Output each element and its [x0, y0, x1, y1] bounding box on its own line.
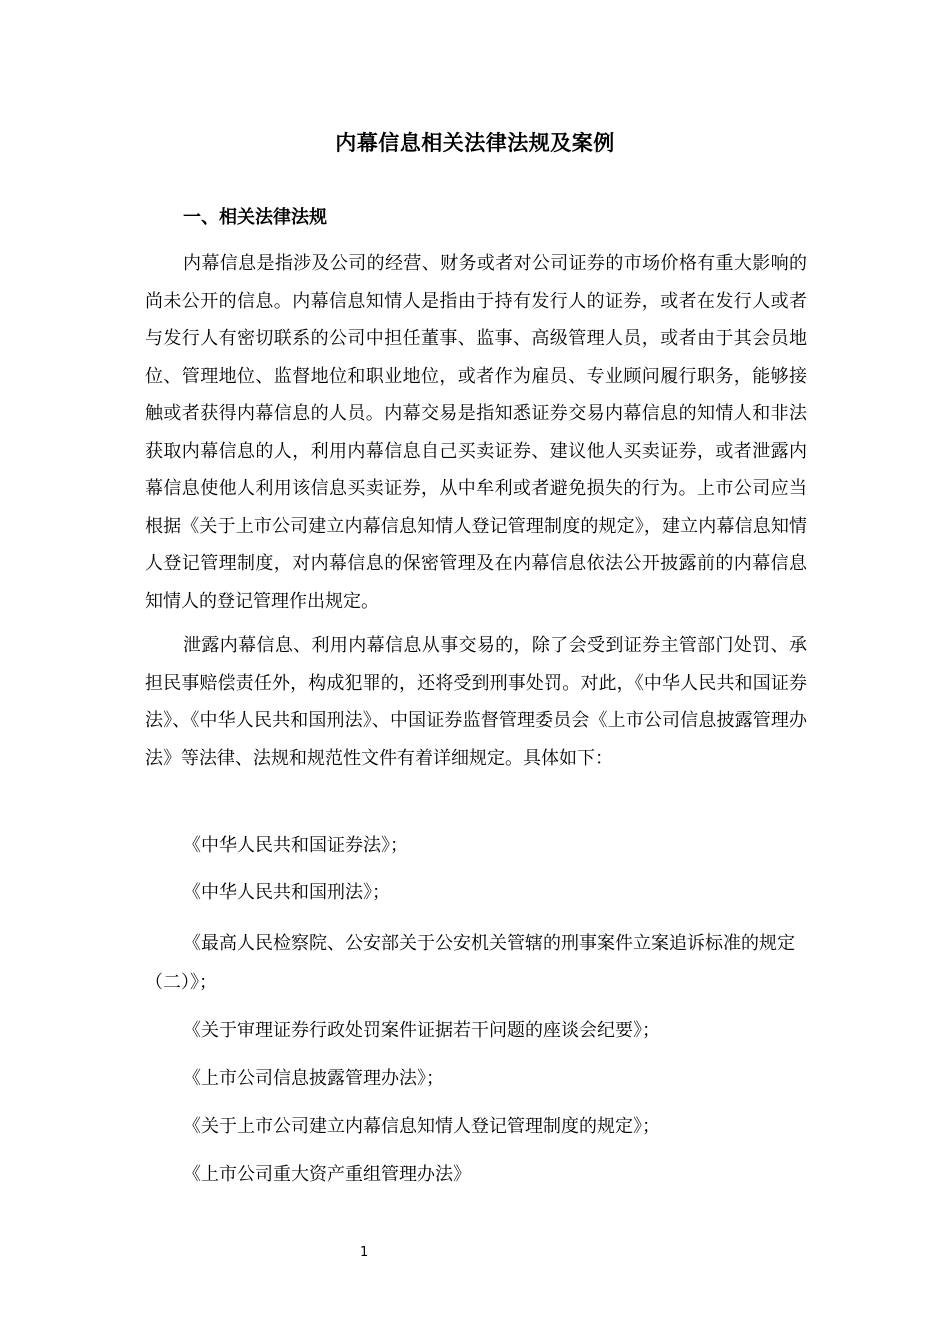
body-paragraph: 内幕信息是指涉及公司的经营、财务或者对公司证券的市场价格有重大影响的尚未公开的信息。内幕信息知情人是指由于持有发行人的证券，或者在发行人或者与发行人有密切联系的公司中担任董事、监事、高级管理人员，或者由于其会员地位、管理地位、监督地位和职业地位，或者作为雇员、专业顾问履行职务，能够接触或者获得内幕信息的人员。内幕交易是指知悉证券交易内幕信息的知情人和非法获取内幕信息的人，利用内幕信息自己买卖证券、建议他人买卖证券，或者泄露内幕信息使他人利用该信息买卖证券，从中牟利或者避免损失的行为。上市公司应当根据《关于上市公司建立内幕信息知情人登记管理制度的规定》，建立内幕信息知情人登记管理制度，对内幕信息的保密管理及在内幕信息依法公开披露前的内幕信息知情人的登记管理作出规定。 [145, 253, 807, 612]
law-list-item: 《上市公司信息披露管理办法》； [183, 1068, 444, 1089]
law-list-item: 《中华人民共和国证券法》； [183, 835, 408, 856]
section-heading: 一、相关法律法规 [183, 207, 327, 228]
body-paragraph: 泄露内幕信息、利用内幕信息从事交易的，除了会受到证券主管部门处罚、承担民事赔偿责任外，构成犯罪的，还将受到刑事处罚。对此，《中华人民共和国证券法》、《中华人民共和国刑法》、中国证券监督管理委员会《上市公司信息披露管理办法》等法律、法规和规范性文件有着详细规定。具体如下： [145, 635, 807, 769]
law-list-item: 《中华人民共和国刑法》； [183, 882, 390, 903]
page-number: 1 [360, 1245, 369, 1260]
law-list-item: 《关于上市公司建立内幕信息知情人登记管理制度的规定》； [183, 1116, 660, 1137]
law-list-item: 《最高人民检察院、公安部关于公安机关管辖的刑事案件立案追诉标准的规定（二）》； [145, 933, 795, 993]
law-list-item: 《上市公司重大资产重组管理办法》 [183, 1164, 471, 1185]
document-title: 内幕信息相关法律法规及案例 [335, 131, 615, 155]
law-list-item: 《关于审理证券行政处罚案件证据若干问题的座谈会纪要》； [183, 1020, 660, 1041]
